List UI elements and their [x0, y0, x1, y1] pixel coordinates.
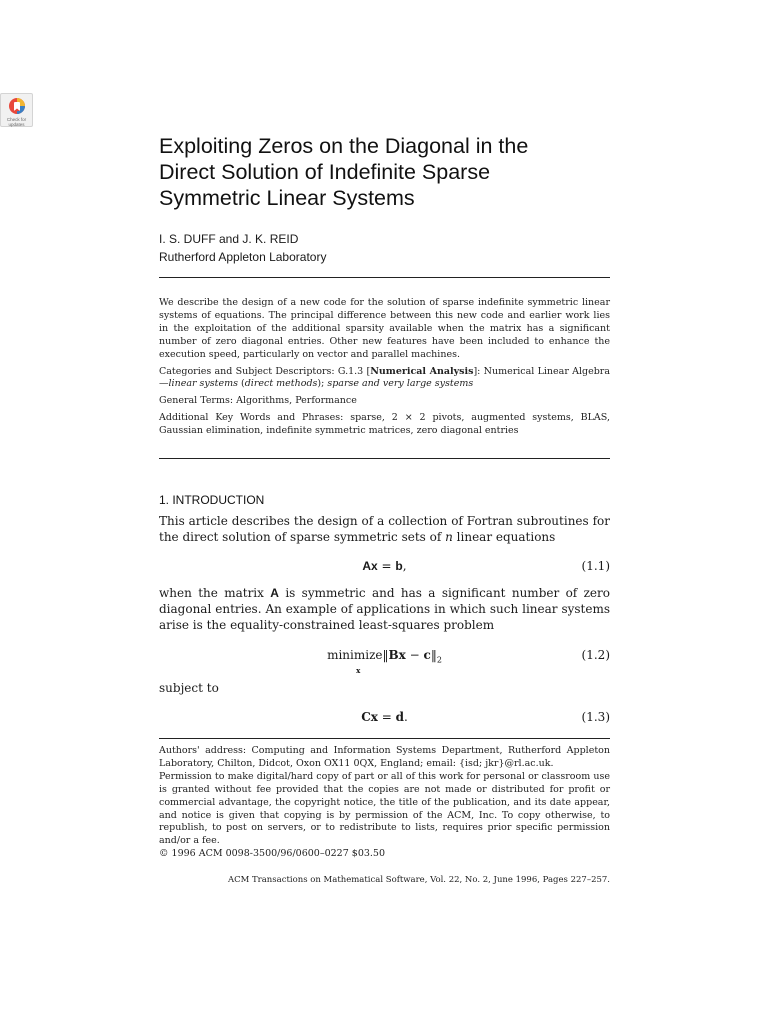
- equation-1-1: Ax = b, (1.1): [362, 559, 610, 573]
- categories-descriptors: Categories and Subject Descriptors: G.1.3 [Numerical Analysis]: Numerical Linear Algebra—linear systems (direct methods); sparse and very large systems: [159, 365, 611, 390]
- badge-label: Check for updates: [6, 117, 27, 127]
- check-for-updates-badge[interactable]: [0, 93, 33, 127]
- journal-citation: ACM Transactions on Mathematical Software, Vol. 22, No. 2, June 1996, Pages 227–257.: [227, 875, 610, 885]
- divider: [159, 277, 610, 278]
- title-line: Exploiting Zeros on the Diagonal in the: [159, 134, 529, 158]
- title-line: Direct Solution of Indefinite Sparse: [159, 160, 491, 184]
- equation-number: (1.2): [581, 648, 610, 662]
- crossmark-icon: [7, 96, 27, 116]
- body-paragraph: subject to: [159, 681, 219, 695]
- abstract-text: We describe the design of a new code for the solution of sparse indefinite symmetric linear systems of equations. The principal difference between this new code and earlier work lies in the exploitation of the additional sparsity available when the matrix has a significant number of zero diagonal entries. Other new features have been included to enhance the execution speed, particularly on vector and parallel machines.: [159, 297, 610, 360]
- body-paragraph: when the matrix A is symmetric and has a significant number of zero diagonal entries. An example of applications in which such linear systems arise is the equality-constrained least-squares problem: [159, 586, 610, 632]
- equation-number: (1.1): [581, 559, 610, 573]
- footnote-divider: [159, 738, 610, 739]
- author-block: [159, 230, 610, 266]
- equation-subscript: x: [356, 666, 361, 675]
- author-names: I. S. DUFF and J. K. REID: [159, 232, 299, 246]
- divider: [159, 458, 610, 459]
- general-terms: General Terms: Algorithms, Performance: [159, 395, 357, 407]
- permission-notice: Permission to make digital/hard copy of part or all of this work for personal or classroom use is granted without fee provided that the copies are not made or distributed for profit or commercial advantage, the copyright notice, the title of the publication, and its date appear, and notice is given that copying is by permission of the ACM, Inc. To copy otherwise, to republish, to post on servers, or to redistribute to lists, requires prior specific permission and/or a fee.: [159, 770, 610, 847]
- author-affiliation: Rutherford Appleton Laboratory: [159, 250, 327, 264]
- paper-title: [159, 133, 610, 211]
- authors-address: Authors' address: Computing and Information Systems Department, Rutherford Appleton Laboratory, Chilton, Didcot, Oxon OX11 0QX, England; email: {isd; jkr}@rl.ac.uk.: [159, 745, 610, 769]
- title-line: Symmetric Linear Systems: [159, 186, 415, 210]
- equation-1-2: minimize x ‖Bx − $c‖_2$ (1.2): [159, 646, 610, 664]
- body-paragraph: This article describes the design of a collection of Fortran subroutines for the direct solution of sparse symmetric sets of n linear equations: [159, 514, 610, 544]
- abstract-block: [159, 297, 610, 442]
- footnote-block: [159, 745, 610, 861]
- equation-number: (1.3): [581, 710, 610, 724]
- keywords: Additional Key Words and Phrases: sparse, 2 × 2 pivots, augmented systems, BLAS, Gaussian elimination, indefinite symmetric matrices, zero diagonal entries: [159, 412, 610, 437]
- copyright-line: © 1996 ACM 0098-3500/96/0600–0227 $03.50: [159, 848, 386, 860]
- section-heading: 1. INTRODUCTION: [159, 493, 265, 507]
- equation-1-3: Cx = d. (1.3): [361, 710, 610, 724]
